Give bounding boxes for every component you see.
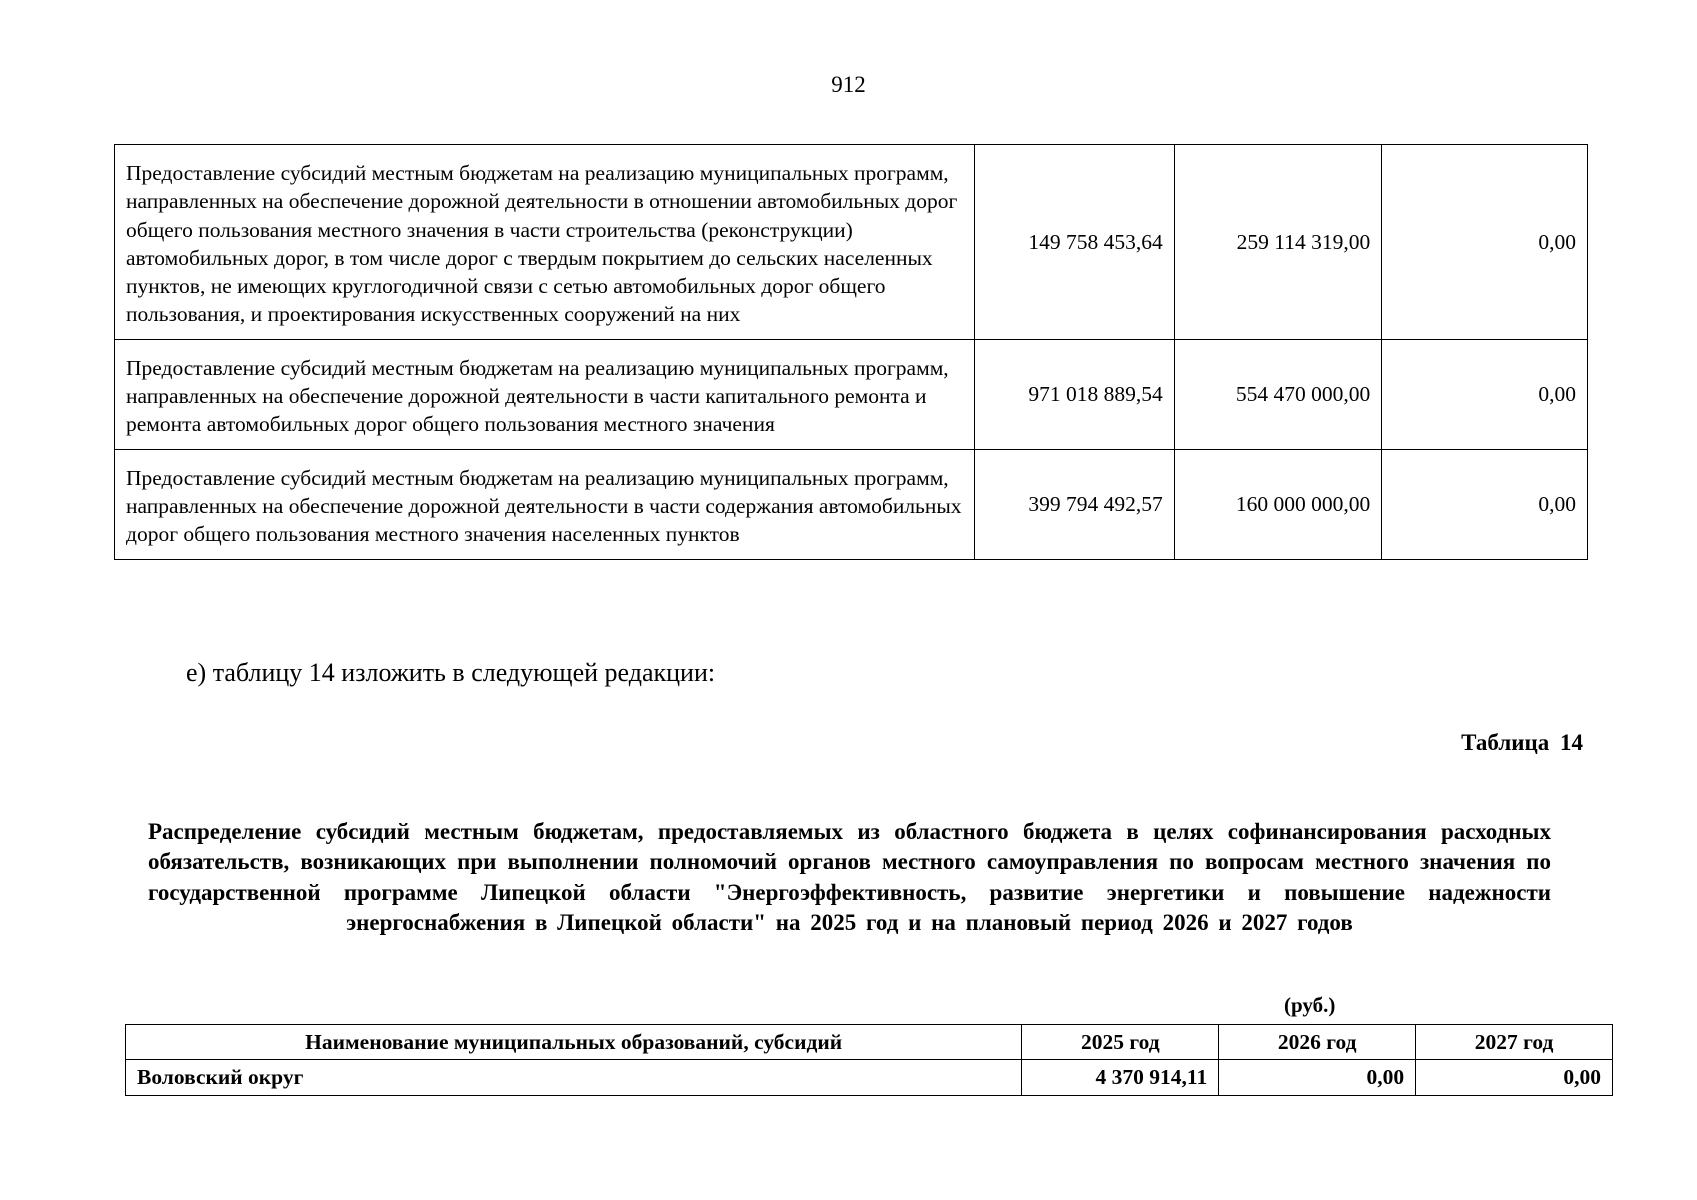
subsidy-description: Предоставление субсидий местным бюджетам на реализацию муниципальных программ, направленных на обеспечение дорожной деятельности в части содержания автомобильных дорог общего пользования местного значения населенных пунктов (115, 449, 975, 559)
amount-2027: 0,00 (1382, 449, 1588, 559)
header-2026: 2026 год (1219, 1025, 1416, 1060)
previous-subsidy-table (114, 144, 1588, 560)
page-number: 912 (831, 72, 866, 97)
table-row (115, 339, 1588, 449)
table-row (115, 145, 1588, 340)
amount-2025: 971 018 889,54 (975, 339, 1175, 449)
amount-2025: 149 758 453,64 (975, 145, 1175, 340)
amount-2027: 0,00 (1416, 1060, 1613, 1096)
amount-2025: 4 370 914,11 (1022, 1060, 1219, 1096)
table-row (115, 449, 1588, 559)
table-row (126, 1060, 1613, 1096)
amount-2026: 160 000 000,00 (1174, 449, 1382, 559)
amount-2027: 0,00 (1382, 145, 1588, 340)
table-header-row (126, 1025, 1613, 1060)
subsidy-description: Предоставление субсидий местным бюджетам на реализацию муниципальных программ, направленных на обеспечение дорожной деятельности в части капитального ремонта и ремонта автомобильных дорог общего пользования местного значения (115, 339, 975, 449)
table-caption: Распределение субсидий местным бюджетам, предоставляемых из областного бюджета в целях софинансирования расходных обязательств, возникающих при выполнении полномочий органов местного самоуправления по вопросам местного значения по государственной программе Липецкой области "Энергоэффективность, развитие энергетики и повышение надежности энергоснабжения в Липецкой области" на 2025 год и на плановый период 2026 и 2027 годов (148, 819, 1551, 935)
header-municipality: Наименование муниципальных образований, субсидий (126, 1025, 1022, 1060)
municipality-name: Воловский округ (126, 1060, 1022, 1096)
amount-2026: 0,00 (1219, 1060, 1416, 1096)
header-2027: 2027 год (1416, 1025, 1613, 1060)
amount-2026: 554 470 000,00 (1174, 339, 1382, 449)
subsidy-description: Предоставление субсидий местным бюджетам на реализацию муниципальных программ, направленных на обеспечение дорожной деятельности в отношении автомобильных дорог общего пользования местного значения в части строительства (реконструкции) автомобильных дорог, в том числе дорог с твердым покрытием до сельских населенных пунктов, не имеющих круглогодичной связи с сетью автомобильных дорог общего пользования, и проектирования искусственных сооружений на них (115, 145, 975, 340)
amount-2025: 399 794 492,57 (975, 449, 1175, 559)
table-number-label: Таблица 14 (1461, 730, 1583, 755)
amendment-instruction: е) таблицу 14 изложить в следующей редакции: (186, 658, 716, 687)
amount-2027: 0,00 (1382, 339, 1588, 449)
header-2025: 2025 год (1022, 1025, 1219, 1060)
table-14 (125, 1024, 1613, 1096)
amount-2026: 259 114 319,00 (1174, 145, 1382, 340)
currency-unit: (руб.) (1284, 993, 1336, 1017)
